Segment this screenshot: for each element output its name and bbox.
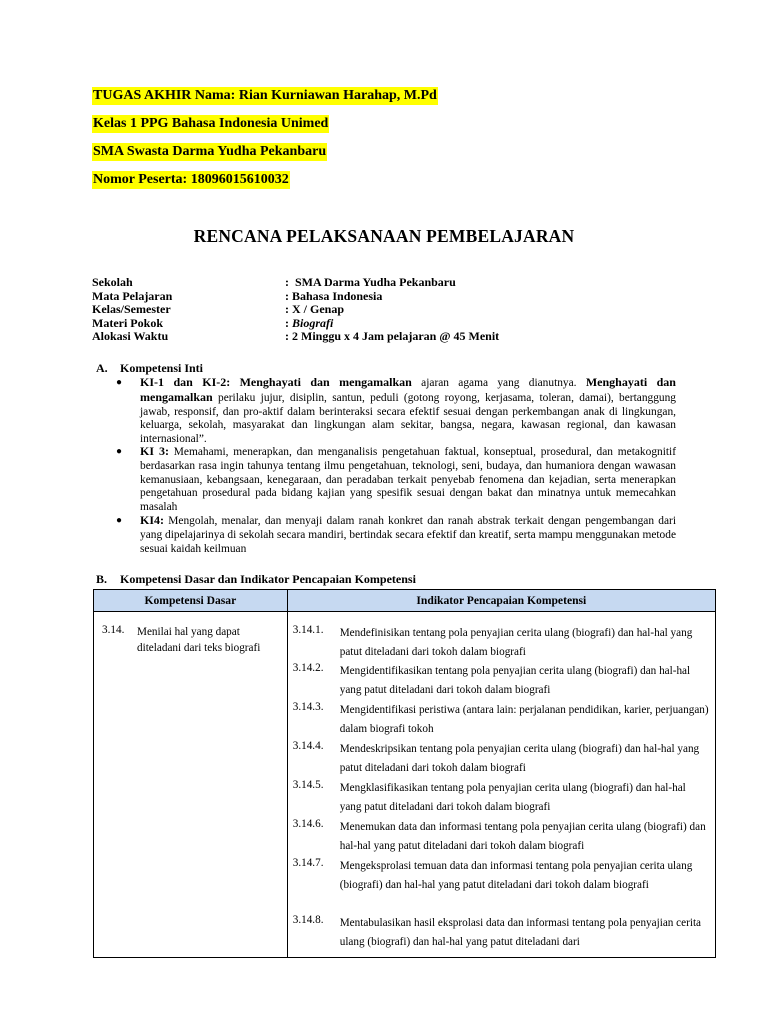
bullet-icon: ●	[116, 515, 123, 526]
ki-bold-phrase: Menghayati dan mengamalkan	[140, 375, 676, 404]
competency-table	[93, 589, 716, 958]
indicator-text: Mengidentifikasikan tentang pola penyajian cerita ulang (biografi) dan hal-hal yang patut diteladani dari tokoh dalam biografi	[339, 665, 691, 696]
identity-value: X / Genap	[292, 302, 345, 317]
ki-lead: KI4:	[140, 513, 164, 527]
ki-text: perilaku jujur, disiplin, santun, peduli (gotong royong, kerjasama, toleran, damai), bertanggung jawab, responsif, dan pro-aktif dalam berinteraksi secara efektif sesuai dengan perkembangan anak di lingkungan, keluarga, sekolah, masyarakat dan lingkungan alam sekitar, bangsa, negara, kawasan regional, dan kawasan internasional”.	[140, 391, 676, 446]
indicator-text: Mentabulasikan hasil eksprolasi data dan informasi tentang pola penyajian cerita ulang (biografi) dan hal-hal yang patut diteladani dari	[339, 917, 702, 948]
identity-colon: :	[285, 288, 289, 303]
document-title: RENCANA PELAKSANAAN PEMBELAJARAN	[193, 226, 575, 246]
identity-label: Materi Pokok	[92, 315, 163, 330]
indicator-text: Mengklasifikasikan tentang pola penyajian cerita ulang (biografi) dan hal-hal yang patut diteladani dari tokoh dalam biografi	[339, 782, 686, 813]
indicator-number: 3.14.3.	[292, 701, 324, 713]
indicator-text: Menemukan data dan informasi tentang pola penyajian cerita ulang (biografi) dan hal-hal yang patut diteladani dari tokoh dalam biografi	[339, 821, 706, 852]
indicator-number: 3.14.5.	[292, 779, 324, 791]
identity-label: Alokasi Waktu	[92, 329, 169, 344]
table-header-row	[94, 590, 716, 612]
ki-text: ajaran agama yang dianutnya.	[411, 377, 586, 389]
header-line-class: Kelas 1 PPG Bahasa Indonesia Unimed	[93, 116, 329, 131]
identity-value: SMA Darma Yudha Pekanbaru	[295, 275, 456, 289]
identity-colon: :	[285, 302, 289, 317]
indicator-text: Mendefinisikan tentang pola penyajian cerita ulang (biografi) dan hal-hal yang patut diteladani dari tokoh dalam biografi	[339, 627, 693, 658]
section-title: Kompetensi Dasar dan Indikator Pencapaian Kompetensi	[120, 572, 416, 586]
ki-lead: KI-1 dan KI-2:	[140, 375, 231, 389]
identity-colon: :	[285, 329, 289, 344]
table-row	[94, 612, 716, 958]
kd-text: Menilai hal yang dapat diteladani dari teks biografi	[137, 626, 261, 654]
list-item-ki4	[116, 514, 676, 556]
indicator-text: Mendeskripsikan tentang pola penyajian cerita ulang (biografi) dan hal-hal yang patut diteladani dari tokoh dalam biografi	[339, 743, 700, 774]
section-number: A.	[96, 361, 108, 375]
identity-label: Mata Pelajaran	[92, 288, 173, 303]
bullet-icon: ●	[116, 377, 123, 388]
indicator-number: 3.14.2.	[292, 662, 324, 674]
section-title: Kompetensi Inti	[120, 361, 204, 375]
identity-value: Bahasa Indonesia	[292, 288, 383, 303]
header-line-participant-number: Nomor Peserta: 18096015610032	[93, 172, 289, 187]
section-a-heading	[96, 361, 203, 376]
indicator-cell	[287, 612, 715, 958]
ki-text: Memahami, menerapkan, dan menganalisis pengetahuan faktual, konseptual, prosedural, dan metakognitif berdasarkan rasa ingin tahunya tentang ilmu pengetahuan, teknologi, seni, budaya, dan humaniora dengan wawasan kemanusiaan, kebangsaan, kenegaraan, dan peradaban terkait penyebab fenomena dan kejadian, serta menerapkan pengetahuan prosedural pada bidang kajian yang spesifik sesuai dengan bakat dan minatnya untuk memecahkan masalah	[140, 446, 676, 514]
table-header-kd: Kompetensi Dasar	[94, 590, 288, 612]
bullet-icon: ●	[116, 446, 123, 457]
indicator-number: 3.14.4.	[292, 740, 324, 752]
kd-cell	[94, 612, 288, 958]
kd-number: 3.14.	[102, 624, 125, 636]
indicator-text: Mengidentifikasi peristiwa (antara lain: perjalanan pendidikan, karier, perjuangan) dalam biografi tokoh	[339, 704, 709, 735]
indicator-number: 3.14.6.	[292, 818, 324, 830]
section-b-heading	[96, 572, 416, 587]
identity-label: Kelas/Semester	[92, 302, 171, 317]
indicator-number: 3.14.8.	[292, 914, 324, 926]
ki-text: Mengolah, menalar, dan menyaji dalam ranah konkret dan ranah abstrak terkait dengan pengembangan dari yang dipelajarinya di sekolah secara mandiri, bertindak secara efektif dan kreatif, serta mampu menggunakan metode sesuai kaidah keilmuan	[140, 515, 676, 555]
indicator-number: 3.14.7.	[292, 857, 324, 869]
ki-bold-phrase: Menghayati dan mengamalkan	[239, 375, 412, 389]
identity-value: Biografi	[292, 315, 334, 330]
identity-value: 2 Minggu x 4 Jam pelajaran @ 45 Menit	[292, 329, 500, 344]
identity-colon: :	[285, 275, 289, 289]
table-header-indicator: Indikator Pencapaian Kompetensi	[287, 590, 715, 612]
ki-lead: KI 3:	[140, 444, 169, 458]
section-number: B.	[96, 572, 108, 586]
header-line-name: TUGAS AKHIR Nama: Rian Kurniawan Harahap, M.Pd	[93, 88, 437, 103]
indicator-text: Mengeksprolasi temuan data dan informasi tentang pola penyajian cerita ulang (biografi) dan hal-hal yang patut diteladani dari tokoh dalam biografi	[339, 860, 693, 891]
header-line-school: SMA Swasta Darma Yudha Pekanbaru	[93, 144, 327, 159]
list-item-ki1-ki2	[116, 376, 676, 447]
indicator-number: 3.14.1.	[292, 624, 324, 636]
identity-label: Sekolah	[92, 275, 133, 289]
identity-colon: :	[285, 315, 289, 330]
list-item-ki3	[116, 445, 676, 515]
